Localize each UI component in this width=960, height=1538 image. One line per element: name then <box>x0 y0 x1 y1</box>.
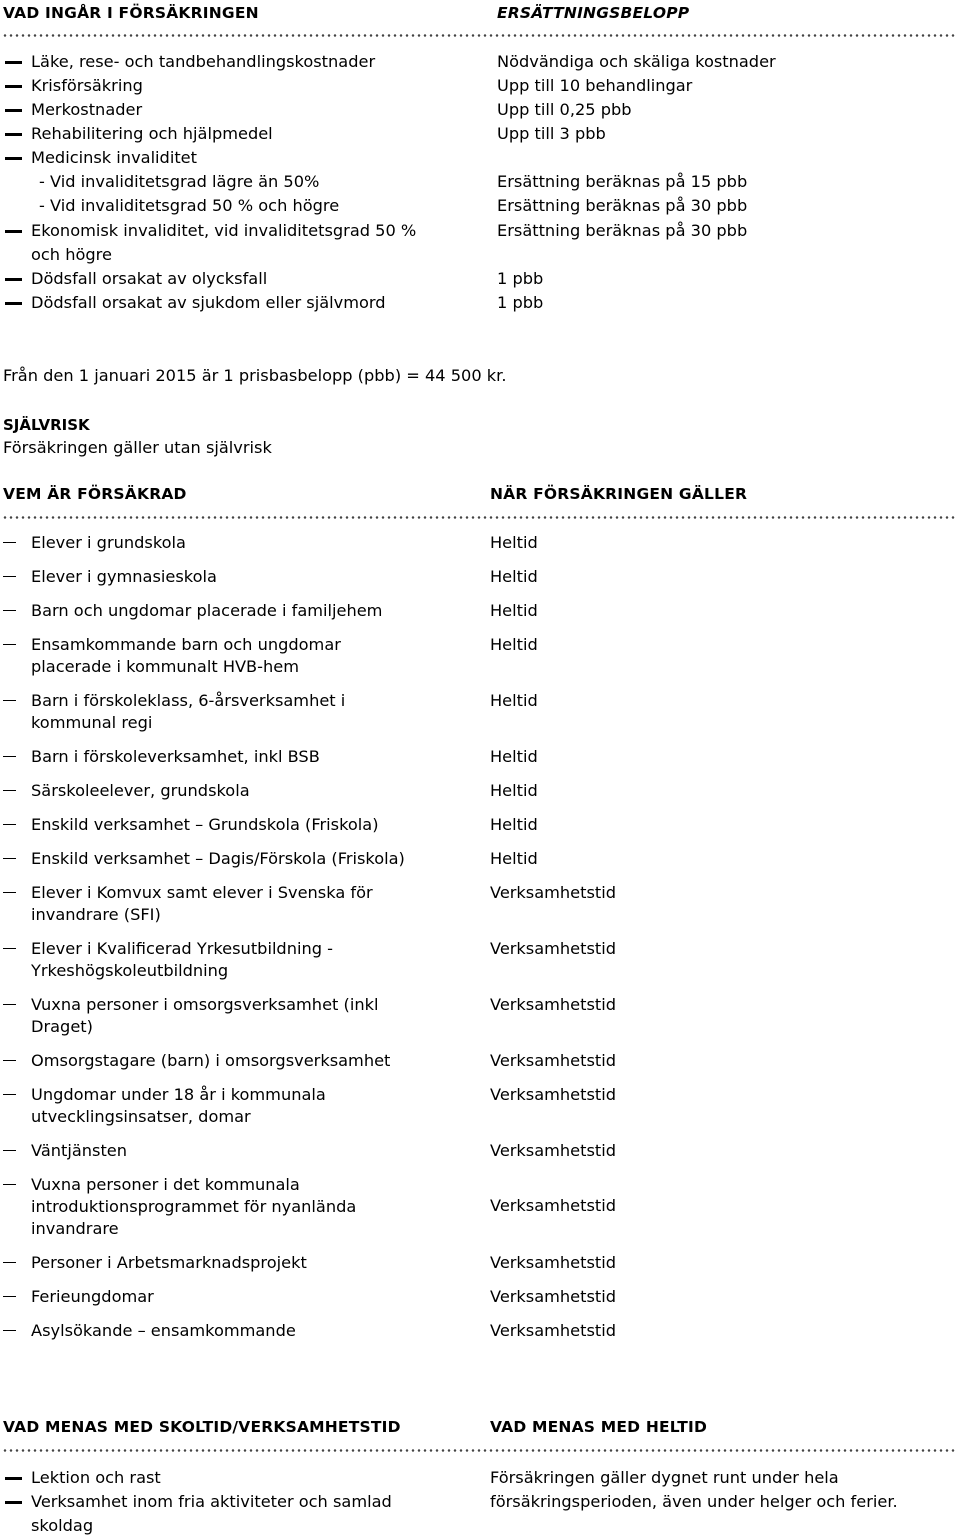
dash-bullet <box>5 61 22 64</box>
dash-bullet <box>5 85 22 88</box>
heltid-explanation-line1: Försäkringen gäller dygnet runt under hela <box>490 1468 839 1487</box>
row-value: Verksamhetstid <box>490 1321 617 1340</box>
dash-bullet <box>3 892 16 893</box>
item-label: Verksamhet inom fria aktiviteter och samlad <box>31 1492 392 1511</box>
dash-bullet <box>3 824 16 825</box>
row-label: Läke, rese- och tandbehandlingskostnader <box>31 52 376 71</box>
row-label: Asylsökande – ensamkommande <box>31 1321 296 1340</box>
row-value: Ersättning beräknas på 15 pbb <box>497 172 748 191</box>
row-label: Vuxna personer i omsorgsverksamhet (inkl <box>31 995 379 1014</box>
row-label: Elever i grundskola <box>31 533 186 552</box>
row-label: Elever i Komvux samt elever i Svenska för <box>31 883 373 902</box>
dash-bullet <box>3 1060 16 1061</box>
row-label: - Vid invaliditetsgrad 50 % och högre <box>39 196 340 215</box>
sjalvrisk-title: SJÄLVRISK <box>3 416 90 434</box>
row-value: Heltid <box>490 635 538 654</box>
row-value: Nödvändiga och skäliga kostnader <box>497 52 776 71</box>
row-label: Väntjänsten <box>31 1141 128 1160</box>
dash-bullet <box>5 157 22 160</box>
row-value: Ersättning beräknas på 30 pbb <box>497 196 748 215</box>
row-label-continued: placerade i kommunalt HVB-hem <box>31 657 299 676</box>
row-value: 1 pbb <box>497 293 544 312</box>
section2-header-right: NÄR FÖRSÄKRINGEN GÄLLER <box>490 485 748 503</box>
dash-bullet <box>3 576 16 577</box>
row-value: Verksamhetstid <box>490 995 617 1014</box>
item-label: Lektion och rast <box>31 1468 161 1487</box>
row-value: Upp till 10 behandlingar <box>497 76 693 95</box>
section2-header-left: VEM ÄR FÖRSÄKRAD <box>3 485 187 503</box>
dash-bullet <box>3 700 16 701</box>
dash-bullet <box>5 278 22 281</box>
row-label-continued: Yrkeshögskoleutbildning <box>31 961 229 980</box>
dash-bullet <box>3 756 16 757</box>
row-label: Rehabilitering och hjälpmedel <box>31 124 273 143</box>
dash-bullet <box>5 1477 22 1480</box>
item-label-continued: skoldag <box>31 1516 94 1535</box>
section1-header-left: VAD INGÅR I FÖRSÄKRINGEN <box>3 4 259 22</box>
row-label-continued: invandrare <box>31 1219 119 1238</box>
dash-bullet <box>3 858 16 859</box>
dash-bullet <box>3 1150 16 1151</box>
dash-bullet <box>3 790 16 791</box>
dash-bullet <box>5 302 22 305</box>
dash-bullet <box>3 610 16 611</box>
row-label-continued: utvecklingsinsatser, domar <box>31 1107 251 1126</box>
row-label: Merkostnader <box>31 100 143 119</box>
dash-bullet <box>3 1296 16 1297</box>
dash-bullet <box>3 1094 16 1095</box>
row-value: Verksamhetstid <box>490 883 617 902</box>
row-label-continued: Draget) <box>31 1017 93 1036</box>
dash-bullet <box>5 109 22 112</box>
row-label-continued: kommunal regi <box>31 713 153 732</box>
row-value: Upp till 0,25 pbb <box>497 100 632 119</box>
dash-bullet <box>3 1262 16 1263</box>
row-label: Krisförsäkring <box>31 76 143 95</box>
row-value: Verksamhetstid <box>490 1253 617 1272</box>
row-label: Personer i Arbetsmarknadsprojekt <box>31 1253 307 1272</box>
sjalvrisk-text: Försäkringen gäller utan självrisk <box>3 438 272 457</box>
row-label-continued: och högre <box>31 245 112 264</box>
dash-bullet <box>5 230 22 233</box>
row-value: Heltid <box>490 533 538 552</box>
dash-bullet <box>3 948 16 949</box>
row-label: Barn i förskoleklass, 6-årsverksamhet i <box>31 691 346 710</box>
row-value: Heltid <box>490 815 538 834</box>
dash-bullet <box>5 1501 22 1504</box>
dotted-divider <box>2 34 957 37</box>
row-label: Omsorgstagare (barn) i omsorgsverksamhet <box>31 1051 391 1070</box>
section1-header-right: ERSÄTTNINGSBELOPP <box>497 4 690 22</box>
row-label: Enskild verksamhet – Dagis/Förskola (Friskola) <box>31 849 405 868</box>
dotted-divider <box>2 516 957 519</box>
row-value: Heltid <box>490 781 538 800</box>
section3-header-left: VAD MENAS MED SKOLTID/VERKSAMHETSTID <box>3 1418 401 1436</box>
dash-bullet <box>3 1330 16 1331</box>
row-value: Upp till 3 pbb <box>497 124 606 143</box>
heltid-explanation-line2: försäkringsperioden, även under helger och ferier. <box>490 1492 898 1511</box>
row-label: Elever i gymnasieskola <box>31 567 217 586</box>
row-value: Heltid <box>490 849 538 868</box>
row-label: Ensamkommande barn och ungdomar <box>31 635 341 654</box>
row-label: Ekonomisk invaliditet, vid invaliditetsgrad 50 % <box>31 221 417 240</box>
row-value: Ersättning beräknas på 30 pbb <box>497 221 748 240</box>
row-label: - Vid invaliditetsgrad lägre än 50% <box>39 172 320 191</box>
row-value: Heltid <box>490 567 538 586</box>
row-value: Verksamhetstid <box>490 1051 617 1070</box>
row-label: Barn och ungdomar placerade i familjehem <box>31 601 383 620</box>
row-label: Medicinsk invaliditet <box>31 148 197 167</box>
section3-header-right: VAD MENAS MED HELTID <box>490 1418 708 1436</box>
row-value: Verksamhetstid <box>490 1085 617 1104</box>
row-label: Vuxna personer i det kommunala <box>31 1175 300 1194</box>
pbb-note: Från den 1 januari 2015 är 1 prisbasbelopp (pbb) = 44 500 kr. <box>3 366 507 385</box>
row-value: Verksamhetstid <box>490 1141 617 1160</box>
row-value: Heltid <box>490 601 538 620</box>
dotted-divider <box>2 1449 957 1452</box>
row-value: Verksamhetstid <box>490 1287 617 1306</box>
row-label: Särskoleelever, grundskola <box>31 781 250 800</box>
row-label-continued: invandrare (SFI) <box>31 905 161 924</box>
row-label: Ungdomar under 18 år i kommunala <box>31 1085 326 1104</box>
row-value: Verksamhetstid <box>490 1196 617 1215</box>
row-label: Elever i Kvalificerad Yrkesutbildning - <box>31 939 333 958</box>
row-label: Enskild verksamhet – Grundskola (Friskola) <box>31 815 379 834</box>
row-value: 1 pbb <box>497 269 544 288</box>
row-value: Heltid <box>490 691 538 710</box>
row-value: Heltid <box>490 747 538 766</box>
row-label: Barn i förskoleverksamhet, inkl BSB <box>31 747 320 766</box>
row-value: Verksamhetstid <box>490 939 617 958</box>
row-label: Dödsfall orsakat av sjukdom eller självmord <box>31 293 386 312</box>
dash-bullet <box>3 1004 16 1005</box>
dash-bullet <box>3 644 16 645</box>
row-label: Dödsfall orsakat av olycksfall <box>31 269 268 288</box>
dash-bullet <box>5 133 22 136</box>
dash-bullet <box>3 1184 16 1185</box>
row-label: Ferieungdomar <box>31 1287 154 1306</box>
dash-bullet <box>3 542 16 543</box>
row-label-continued: introduktionsprogrammet för nyanlända <box>31 1197 357 1216</box>
